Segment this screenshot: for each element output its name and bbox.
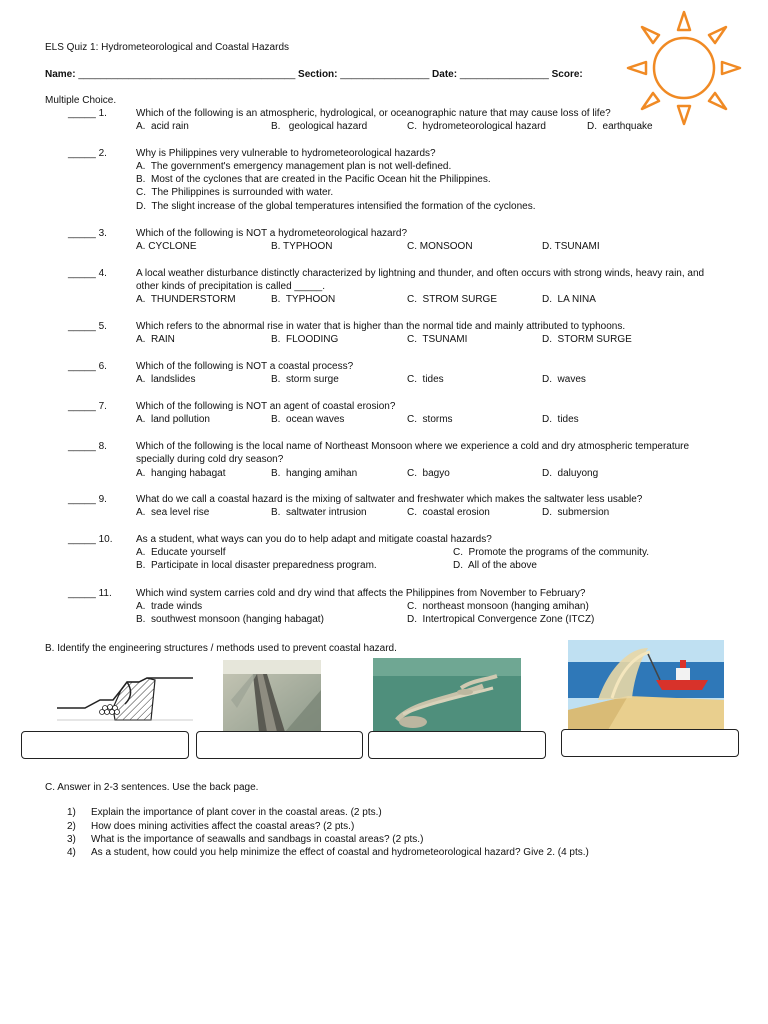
option-c: C. TSUNAMI xyxy=(407,334,468,345)
question-stem: Which refers to the abnormal rise in water that is higher than the normal tide and mainly attributed to typhoons. xyxy=(136,321,626,332)
item-number: 2) xyxy=(67,821,76,832)
answer-blank[interactable]: _____ 1. xyxy=(68,108,107,119)
answer-blank[interactable]: _____ 7. xyxy=(68,401,107,412)
answer-box-2[interactable] xyxy=(196,731,363,759)
option-a: A. THUNDERSTORM xyxy=(136,294,236,305)
essay-question-4 xyxy=(67,846,589,859)
item-number: 3) xyxy=(67,834,76,845)
option-d: D. STORM SURGE xyxy=(542,334,632,345)
option-a: A. CYCLONE xyxy=(136,241,197,252)
option-a: A. The government's emergency management plan is not well-defined. xyxy=(136,161,452,172)
option-a: A. landslides xyxy=(136,374,196,385)
option-b: B. hanging amihan xyxy=(271,468,358,479)
curved-breakwater-photo-image xyxy=(373,658,521,732)
answer-blank[interactable]: _____ 10. xyxy=(68,534,113,545)
question-stem: What do we call a coastal hazard is the mixing of saltwater and freshwater which makes the saltwater less usable? xyxy=(136,494,643,505)
student-info-line xyxy=(45,68,583,81)
name-field[interactable]: _______________________________________ xyxy=(78,69,296,80)
item-text: How does mining activities affect the coastal areas? (2 pts.) xyxy=(91,821,355,832)
question-stem: Which of the following is NOT an agent of coastal erosion? xyxy=(136,401,396,412)
section-b-label: B. Identify the engineering structures / methods used to prevent coastal hazard. xyxy=(45,643,397,654)
option-d: D. earthquake xyxy=(587,121,653,132)
option-b: B. ocean waves xyxy=(271,414,345,425)
answer-blank[interactable]: _____ 6. xyxy=(68,361,107,372)
option-b: B. Most of the cyclones that are created in the Pacific Ocean hit the Philippines. xyxy=(136,174,491,185)
answer-blank[interactable]: _____ 5. xyxy=(68,321,107,332)
option-d: D. tides xyxy=(542,414,579,425)
option-c: C. The Philippines is surrounded with water. xyxy=(136,187,334,198)
essay-question-1 xyxy=(67,806,382,819)
option-a: A. trade winds xyxy=(136,601,203,612)
answer-box-1[interactable] xyxy=(21,731,189,759)
section-field[interactable]: ________________ xyxy=(340,69,430,80)
answer-blank[interactable]: _____ 8. xyxy=(68,441,107,452)
question-stem: Which of the following is NOT a hydrometeorological hazard? xyxy=(136,228,408,239)
option-b: B. FLOODING xyxy=(271,334,339,345)
option-d: D. LA NINA xyxy=(542,294,596,305)
option-a: A. hanging habagat xyxy=(136,468,226,479)
item-number: 4) xyxy=(67,847,76,858)
question-stem: Which of the following is the local name of Northeast Monsoon where we experience a cold and dry atmospheric temperature specially during cold dry season? xyxy=(136,441,690,465)
date-label: Date: xyxy=(432,69,458,80)
option-b: B. Participate in local disaster preparedness program. xyxy=(136,560,377,571)
page-title: ELS Quiz 1: Hydrometeorological and Coastal Hazards xyxy=(45,42,290,53)
option-c: C. tides xyxy=(407,374,444,385)
answer-blank[interactable]: _____ 2. xyxy=(68,148,107,159)
answer-box-3[interactable] xyxy=(368,731,546,759)
name-label: Name: xyxy=(45,69,76,80)
option-a: A. RAIN xyxy=(136,334,175,345)
question-stem: Which of the following is NOT a coastal process? xyxy=(136,361,354,372)
option-b: B. TYPHOON xyxy=(271,294,336,305)
option-d: D. daluyong xyxy=(542,468,599,479)
question-stem: Which wind system carries cold and dry wind that affects the Philippines from November to February? xyxy=(136,588,586,599)
option-b: B. southwest monsoon (hanging habagat) xyxy=(136,614,324,625)
question-stem: A local weather disturbance distinctly characterized by lightning and thunder, and often occurs with strong winds, heavy rain, and other kinds of precipitation is called _____. xyxy=(136,268,705,292)
option-a: A. land pollution xyxy=(136,414,210,425)
option-c: C. storms xyxy=(407,414,453,425)
option-b: B. geological hazard xyxy=(271,121,368,132)
section-c-label: C. Answer in 2-3 sentences. Use the back page. xyxy=(45,782,259,793)
essay-question-3 xyxy=(67,833,423,846)
essay-question-2 xyxy=(67,820,354,833)
answer-blank[interactable]: _____ 4. xyxy=(68,268,107,279)
answer-blank[interactable]: _____ 9. xyxy=(68,494,107,505)
seawall-diagram-image xyxy=(55,660,195,730)
option-c: C. Promote the programs of the community. xyxy=(453,547,650,558)
option-c: C. MONSOON xyxy=(407,241,473,252)
option-c: C. coastal erosion xyxy=(407,507,490,518)
option-b: B. TYPHOON xyxy=(271,241,333,252)
section-label: Section: xyxy=(298,69,338,80)
question-stem: Which of the following is an atmospheric, hydrological, or oceanographic nature that may cause loss of life? xyxy=(136,108,611,119)
date-field[interactable]: ________________ xyxy=(459,69,549,80)
option-d: D. All of the above xyxy=(453,560,537,571)
option-c: C. STROM SURGE xyxy=(407,294,498,305)
option-d: D. TSUNAMI xyxy=(542,241,600,252)
option-c: C. northeast monsoon (hanging amihan) xyxy=(407,601,589,612)
option-d: D. waves xyxy=(542,374,586,385)
question-stem: Why is Philippines very vulnerable to hydrometeorological hazards? xyxy=(136,148,436,159)
option-d: D. The slight increase of the global temperatures intensified the formation of the cyclones. xyxy=(136,201,536,212)
option-a: A. acid rain xyxy=(136,121,189,132)
question-stem: As a student, what ways can you do to help adapt and mitigate coastal hazards? xyxy=(136,534,492,545)
option-c: C. hydrometeorological hazard xyxy=(407,121,546,132)
option-d: D. submersion xyxy=(542,507,610,518)
item-number: 1) xyxy=(67,807,76,818)
option-b: B. storm surge xyxy=(271,374,339,385)
item-text: What is the importance of seawalls and sandbags in coastal areas? (2 pts.) xyxy=(91,834,424,845)
option-d: D. Intertropical Convergence Zone (ITCZ) xyxy=(407,614,595,625)
breakwater-photo-image xyxy=(223,660,321,732)
option-a: A. Educate yourself xyxy=(136,547,226,558)
item-text: Explain the importance of plant cover in the coastal areas. (2 pts.) xyxy=(91,807,382,818)
option-c: C. bagyo xyxy=(407,468,450,479)
option-a: A. sea level rise xyxy=(136,507,210,518)
score-label: Score: xyxy=(551,69,583,80)
answer-box-4[interactable] xyxy=(561,729,739,757)
answer-blank[interactable]: _____ 11. xyxy=(68,588,112,599)
beach-nourishment-photo-image xyxy=(568,640,724,730)
answer-blank[interactable]: _____ 3. xyxy=(68,228,107,239)
item-text: As a student, how could you help minimize the effect of coastal and hydrometeorological hazard? Give 2. (4 pts.) xyxy=(91,847,589,858)
section-a-label: Multiple Choice. xyxy=(45,95,117,106)
option-b: B. saltwater intrusion xyxy=(271,507,367,518)
